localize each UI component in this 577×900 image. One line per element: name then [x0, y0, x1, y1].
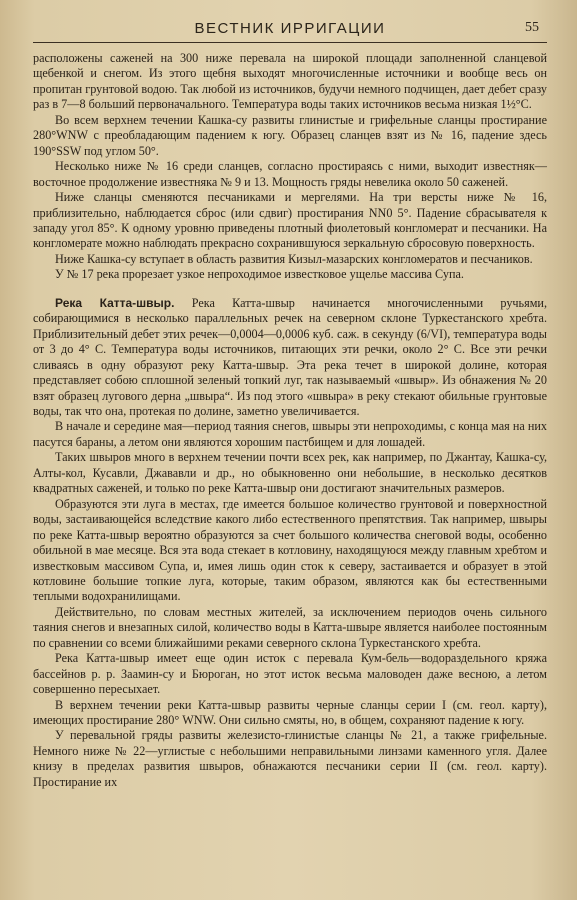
section-paragraph [33, 296, 547, 420]
paragraph: Ниже Кашка-су вступает в область развития Кизыл-мазарских конгломератов и песчаников. [55, 251, 533, 266]
running-header [33, 18, 547, 43]
paragraph: Действительно, по словам местных жителей, за исключением периодов очень сильного таяния снегов и внезапных силой, количество воды в Катта-швыре является наиболее постоянным по сравнении со всеми ближайшими реками северного склона Туркестанского хребта. [33, 604, 547, 650]
section-title: Река Катта-швыр. [55, 295, 175, 310]
paragraph: В верхнем течении реки Катта-швыр развиты черные сланцы серии I (см. геол. карту), имеющих простирание 280° WNW. Они сильно смяты, но, в общем, сохраняют падение к югу. [33, 697, 547, 728]
body-text [33, 51, 547, 790]
paragraph: Несколько ниже № 16 среди сланцев, согласно простираясь с ними, выходит известняк—восточное продолжение известняка № 9 и 13. Мощность гряды невелика около 50 саженей. [33, 159, 547, 189]
paragraph: Ниже сланцы сменяются песчаниками и мергелями. На три версты ниже № 16, приблизительно, наблюдается сброс (или сдвиг) простирания NN0 5°. Падение сбрасывателя к западу угол 85°. К одному уровню приведены плотный фиолетовый конгломерат и песчаники. На конгломерате можно наблюдать прекрасно сохранившуюся зеркальную сбросовую поверхность. [33, 190, 547, 251]
paragraph: Таких швыров много в верхнем течении почти всех рек, как например, по Джантау, Кашка-су, Алты-кол, Кусавли, Джававли и др., но обыкновенно они небольшие, в несколько десятков квадратных саженей, и только по реке Катта-швыр они достигают значительных размеров. [33, 450, 547, 496]
paragraph: расположены саженей на 300 ниже перевала на широкой площади заполненной сланцевой щебенкой и снегом. Из этого щебня выходят многочисленные источники и вообще весь он пропитан грунтовой водою. Так любой из источников, будучи немного подчищен, дает дебет сразу раз в 7—8 больший первоначального. Температура воды таких источников весьма низкая 1½°С. [33, 51, 547, 112]
paragraph-text: Река Катта-швыр начинается многочисленными ручьями, собирающимися в несколько параллельных речек на северном склоне Туркестанского хребта. Приблизительный дебет этих речек—0,0004—0,0006 куб. саж. в секунду (6/VI), температура воды от 3 до 4° С. Температура воды источников, питающих эти речки, около 2° С. Все эти речки сливаясь в одну образуют реку Катта-швыр. Эта река течет в широкой долине, которая представляет собою сплошной зеленый топкий луг, так называемый «швыр». Из обнажения № 20 взят образец лугового дерна „швыра“. Из под этого «швыра» в реку стекают обильные грунтовые воды, так что она, протекая по долине, заметно увеличивается. [33, 295, 547, 418]
paragraph: Образуются эти луга в местах, где имеется большое количество грунтовой и поверхностной воды, застаивающейся вследствие какого либо естественного препятствия. Так например, швыры по реке Катта-швыр вероятно образуются за счет большого количества снеговой воды, особенно обильной в мае месяце. Вся эта вода стекает в котловину, находящуюся между главным хребтом и известковым массивом Супа, и, имея лишь один сток к северу, застаивается и образует в этой котловине большие топкие луга, которые, таким образом, являются как бы естественными теплыми водохранилищами. [33, 496, 547, 604]
paragraph: Река Катта-швыр имеет еще один исток с перевала Кум-бель—водораздельного кряжа бассейнов р. р. Заамин-су и Бюроган, но этот исток весьма маловоден даже весною, а летом совершенно пересыхает. [33, 651, 547, 697]
page-number: 55 [525, 20, 539, 35]
paragraph: В начале и середине мая—период таяния снегов, швыры эти непроходимы, с конца мая на них пасутся бараны, а летом они являются хорошим пастбищем и для лошадей. [33, 419, 547, 449]
paragraph: У № 17 река прорезает узкое непроходимое известковое ущелье массива Супа. [55, 267, 464, 282]
paragraph: Во всем верхнем течении Кашка-су развиты глинистые и грифельные сланцы простирание 280°WNW с преобладающим падением к югу. Образец сланцев взят из № 16, падение здесь 190°SSW под углом 50°. [33, 112, 547, 158]
paragraph: У перевальной гряды развиты железисто-глинистые сланцы № 21, а также грифельные. Немного ниже № 22—углистые с небольшими неправильными линзами каменного угля. Далее книзу в пределах развития швыров, обнажаются песчаники серии II (см. геол. карту). Простирание их [33, 728, 547, 789]
journal-title: ВЕСТНИК ИРРИГАЦИИ [194, 20, 386, 37]
